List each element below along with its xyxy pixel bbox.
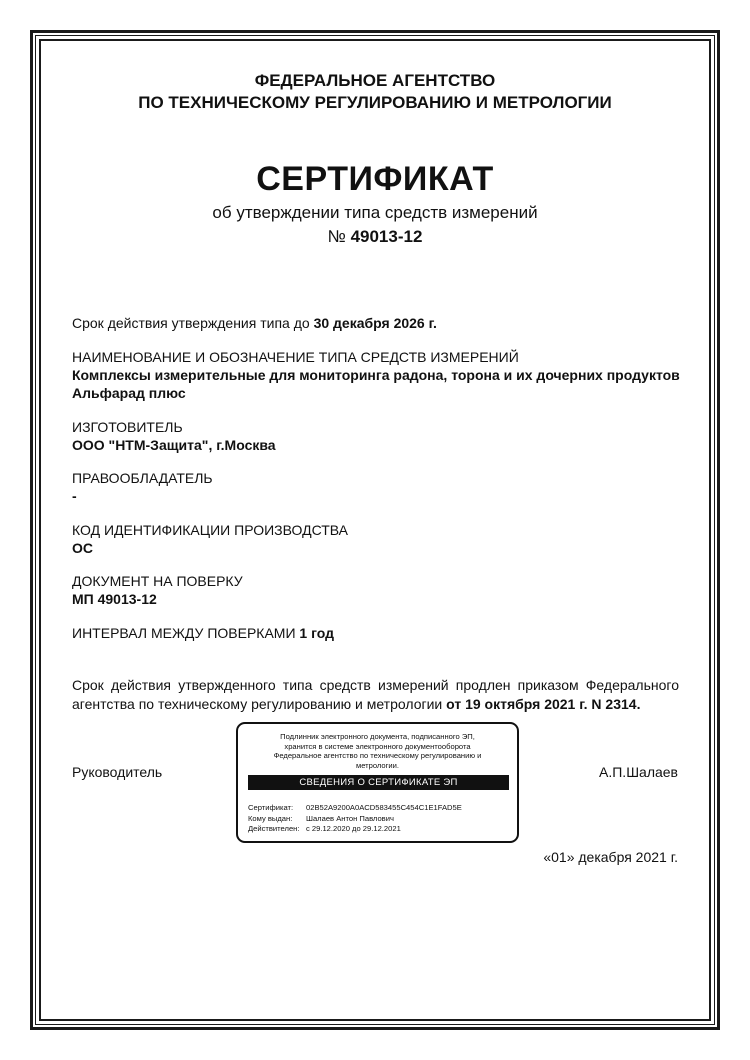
field-interval-value: 1 год (299, 625, 334, 641)
field-verification-doc (72, 572, 682, 608)
stamp-valid-label: Действителен: (248, 824, 300, 833)
field-rightholder-value: - (72, 488, 77, 504)
field-production-code (72, 521, 682, 557)
validity-date: 30 декабря 2026 г. (313, 315, 437, 331)
issue-date: «01» декабря 2021 г. (543, 849, 678, 865)
validity-line (72, 314, 682, 332)
certificate-number (0, 227, 750, 247)
signature-name: А.П.Шалаев (599, 764, 678, 780)
agency-line-2: ПО ТЕХНИЧЕСКОМУ РЕГУЛИРОВАНИЮ И МЕТРОЛОГИИ (138, 93, 612, 112)
extension-paragraph (72, 676, 679, 714)
stamp-valid-value: с 29.12.2020 до 29.12.2021 (306, 824, 401, 833)
agency-header (0, 70, 750, 114)
agency-line-1: ФЕДЕРАЛЬНОЕ АГЕНТСТВО (254, 71, 496, 90)
extension-order: от 19 октября 2021 г. N 2314. (446, 696, 641, 712)
stamp-note (246, 732, 509, 770)
field-production-code-value: ОС (72, 540, 93, 556)
stamp-title-bar: СВЕДЕНИЯ О СЕРТИФИКАТЕ ЭП (248, 775, 509, 790)
field-name-value-1: Комплексы измерительные для мониторинга радона, торона и их дочерних продуктов (72, 367, 680, 383)
certificate-title: СЕРТИФИКАТ (256, 160, 494, 198)
validity-text: Срок действия утверждения типа до (72, 315, 310, 331)
stamp-valid-row (248, 824, 462, 835)
field-verification-doc-value: МП 49013-12 (72, 591, 157, 607)
field-rightholder-label: ПРАВООБЛАДАТЕЛЬ (72, 470, 213, 486)
e-signature-stamp (236, 722, 519, 843)
field-interval (72, 624, 682, 642)
field-name-label: НАИМЕНОВАНИЕ И ОБОЗНАЧЕНИЕ ТИПА СРЕДСТВ ИЗМЕРЕНИЙ (72, 349, 519, 365)
stamp-note-line-3: Федеральное агентство по техническому регулированию и (273, 751, 482, 761)
stamp-note-line-1: Подлинник электронного документа, подписанного ЭП, (280, 732, 475, 741)
signature-role: Руководитель (72, 764, 163, 780)
field-name (72, 348, 682, 402)
field-interval-label: ИНТЕРВАЛ МЕЖДУ ПОВЕРКАМИ (72, 625, 296, 641)
number-prefix: № (327, 227, 346, 246)
field-verification-doc-label: ДОКУМЕНТ НА ПОВЕРКУ (72, 573, 243, 589)
stamp-note-line-2: хранится в системе электронного документооборота (284, 741, 471, 751)
stamp-note-line-4: метрологии. (355, 760, 400, 770)
field-manufacturer-value: ООО "НТМ-Защита", г.Москва (72, 437, 276, 453)
stamp-issued-row (248, 814, 462, 825)
stamp-issued-label: Кому выдан: (248, 813, 293, 823)
field-rightholder (72, 469, 682, 505)
stamp-cert-value: 02B52A9200A0ACD583455C454C1E1FAD5E (306, 803, 462, 812)
stamp-cert-row (248, 803, 462, 814)
stamp-cert-label: Сертификат: (248, 803, 294, 812)
extension-text: Срок действия утвержденного типа средств измерений продлен приказом Федерального агентства по техническому регулированию и метрологии (72, 677, 679, 712)
stamp-info (248, 803, 462, 835)
certificate-subtitle: об утверждении типа средств измерений (212, 203, 538, 222)
stamp-issued-value: Шалаев Антон Павлович (306, 813, 394, 823)
field-name-value-2: Альфарад плюс (72, 385, 186, 401)
field-production-code-label: КОД ИДЕНТИФИКАЦИИ ПРОИЗВОДСТВА (72, 522, 348, 538)
field-manufacturer (72, 418, 682, 454)
number-value: 49013-12 (350, 227, 423, 246)
field-manufacturer-label: ИЗГОТОВИТЕЛЬ (72, 419, 183, 435)
